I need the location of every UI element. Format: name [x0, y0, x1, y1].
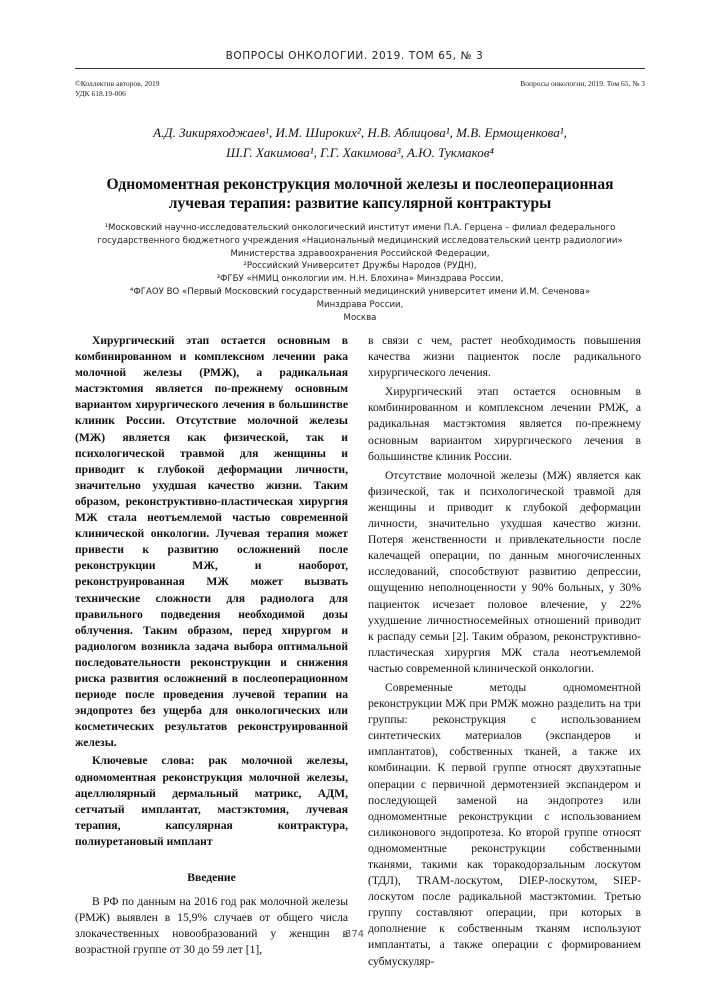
authors-line-2: Ш.Г. Хакимова¹, Г.Г. Хакимова³, А.Ю. Тукмаков⁴ — [226, 145, 494, 160]
body-paragraph: Отсутствие молочной железы (МЖ) является как физической, так и психологической травмой для женщины и приводит к глубокой деформации личности, значительно ухудшая качество жизни. Потеря женственности и привлекательности после калечащей операции, по данным многочисленных исследований, способствуют развитию депрессии, ощущению неполноценности у 90% больных, у 30% пациенток исчезает половое влечение, у 22% ухудшение личностносемейных отношений приводит к распаду семьи [2]. Таким образом, реконструктивно-пластическая хирургия МЖ стала неотъемлемой частью современной клинической онкологии. — [368, 468, 641, 675]
section-heading: Введение — [187, 871, 236, 884]
affiliation-line: Минздрава России, — [316, 299, 404, 310]
title-line-1: Одномоментная реконструкция молочной железы и послеоперационная — [106, 176, 614, 193]
journal-running-header: ВОПРОСЫ ОНКОЛОГИИ. 2019. ТОМ 65, № 3 — [225, 50, 484, 62]
affiliation-line: государственного бюджетного учреждения «Национальный медицинский исследовательский центр радиологии» — [97, 235, 623, 246]
abstract-text: Хирургический этап остается основным в комбинированном и комплексном лечении рака молочной железы (РМЖ), а радикальная мастэктомия является по-прежнему основным вариантом хирургического лечения в большинстве клиник России. Отсутствие молочной железы (МЖ) является как физической, так и психологической травмой для женщины и приводит к глубокой деформации личности, значительно ухудшая качество жизни. Таким образом, реконструктивно-пластическая хирургия МЖ стала неотъемлемой частью современной клинической онкологии. Лучевая терапия может привести к развитию осложнений после реконструкции МЖ, и наоборот, реконструированная МЖ может вызвать технические сложности для радиолога для правильного подведения необходимой дозы облучения. Таким образом, перед хирургом и радиологом возникла задача выбора оптимальной последовательности реконструкции и снижения риска развития осложнений в послеоперационном периоде после проведения лучевой терапии на эндопротез без ущерба для онкологических или косметических результатов реконструированной железы. — [75, 334, 348, 750]
affiliation-line: Москва — [343, 312, 377, 323]
body-paragraph: в связи с чем, растет необходимость повышения качества жизни пациенток после радикального хирургического лечения. — [368, 334, 641, 380]
left-column — [75, 333, 348, 958]
affiliation-line: ³ФГБУ «НМИЦ онкологии им. Н.Н. Блохина» Минздрава России, — [216, 274, 504, 285]
citation-text: Вопросы онкологии, 2019. Том 65, № 3 — [520, 79, 645, 88]
body-paragraph: Современные методы одномоментной реконструкции МЖ при РМЖ можно разделить на три группы: реконструкция с использованием синтетических материалов (экспандеров и имплантатов), собственных тканей, а также их комбинации. К первой группе относят двухэтапные операции с первичной дермотензией экспандером и последующей заменой на эндопротез или одномоментные реконструкции с использованием силиконового эндопротеза. Ко второй группе относят одномоментные реконструкции собственными тканями, такими как торакодорзальным лоскутом (ТДЛ), TRAM-лоскутом, DIEP-лоскутом, SIEP-лоскутом после радикальной мастэктомии. Третью группу составляют операции, при которых в дополнение к собственным тканям используют имплантаты, а также операции с формированием субмускуляр- — [368, 680, 641, 968]
copyright-text: ©Коллектив авторов, 2019 — [75, 79, 160, 88]
authors-line-1: А.Д. Зикиряходжаев¹, И.М. Широких², Н.В. Аблицова¹, М.В. Ермощенкова¹, — [153, 125, 567, 140]
article-title — [75, 175, 645, 213]
affiliation-line: ²Российский Университет Дружбы Народов (РУДН), — [243, 261, 477, 272]
affiliation-line: Министерства здравоохранения Российской Федерации, — [230, 248, 490, 259]
author-list — [75, 123, 645, 163]
intro-paragraph: В РФ по данным на 2016 год рак молочной железы (РМЖ) выявлен в 15,9% случаев от общего числа злокачественных новообразований у женщин в возрастной группе от 30 до 59 лет [1], — [75, 895, 348, 957]
copyright-block — [75, 79, 159, 98]
page-number: 374 — [344, 929, 365, 940]
udk-code: УДК 618.19-006 — [75, 88, 126, 98]
title-line-2: лучевая терапия: развитие капсулярной контрактуры — [168, 195, 552, 212]
body-paragraph: Хирургический этап остается основным в комбинированном и комплексном лечении РМЖ, а радикальная мастэктомия является по-прежнему основным вариантом хирургического лечения в большинстве клиник России. — [368, 385, 641, 463]
affiliations — [75, 222, 645, 324]
right-column — [368, 333, 641, 970]
keywords-text: Ключевые слова: рак молочной железы, одномоментная реконструкция молочной железы, ацеллюлярный дермальный матрикс, АДМ, сетчатый имплантат, мастэктомия, лучевая терапия, капсулярная контрактура, полиуретановый имплант — [75, 754, 348, 848]
header-divider — [75, 68, 645, 69]
affiliation-line: ¹Московский научно-исследовательский онкологический институт имени П.А. Герцена – филиал федерального — [104, 223, 616, 233]
affiliation-line: ⁴ФГАОУ ВО «Первый Московский государственный медицинский университет имени И.М. Сеченова» — [129, 286, 591, 297]
